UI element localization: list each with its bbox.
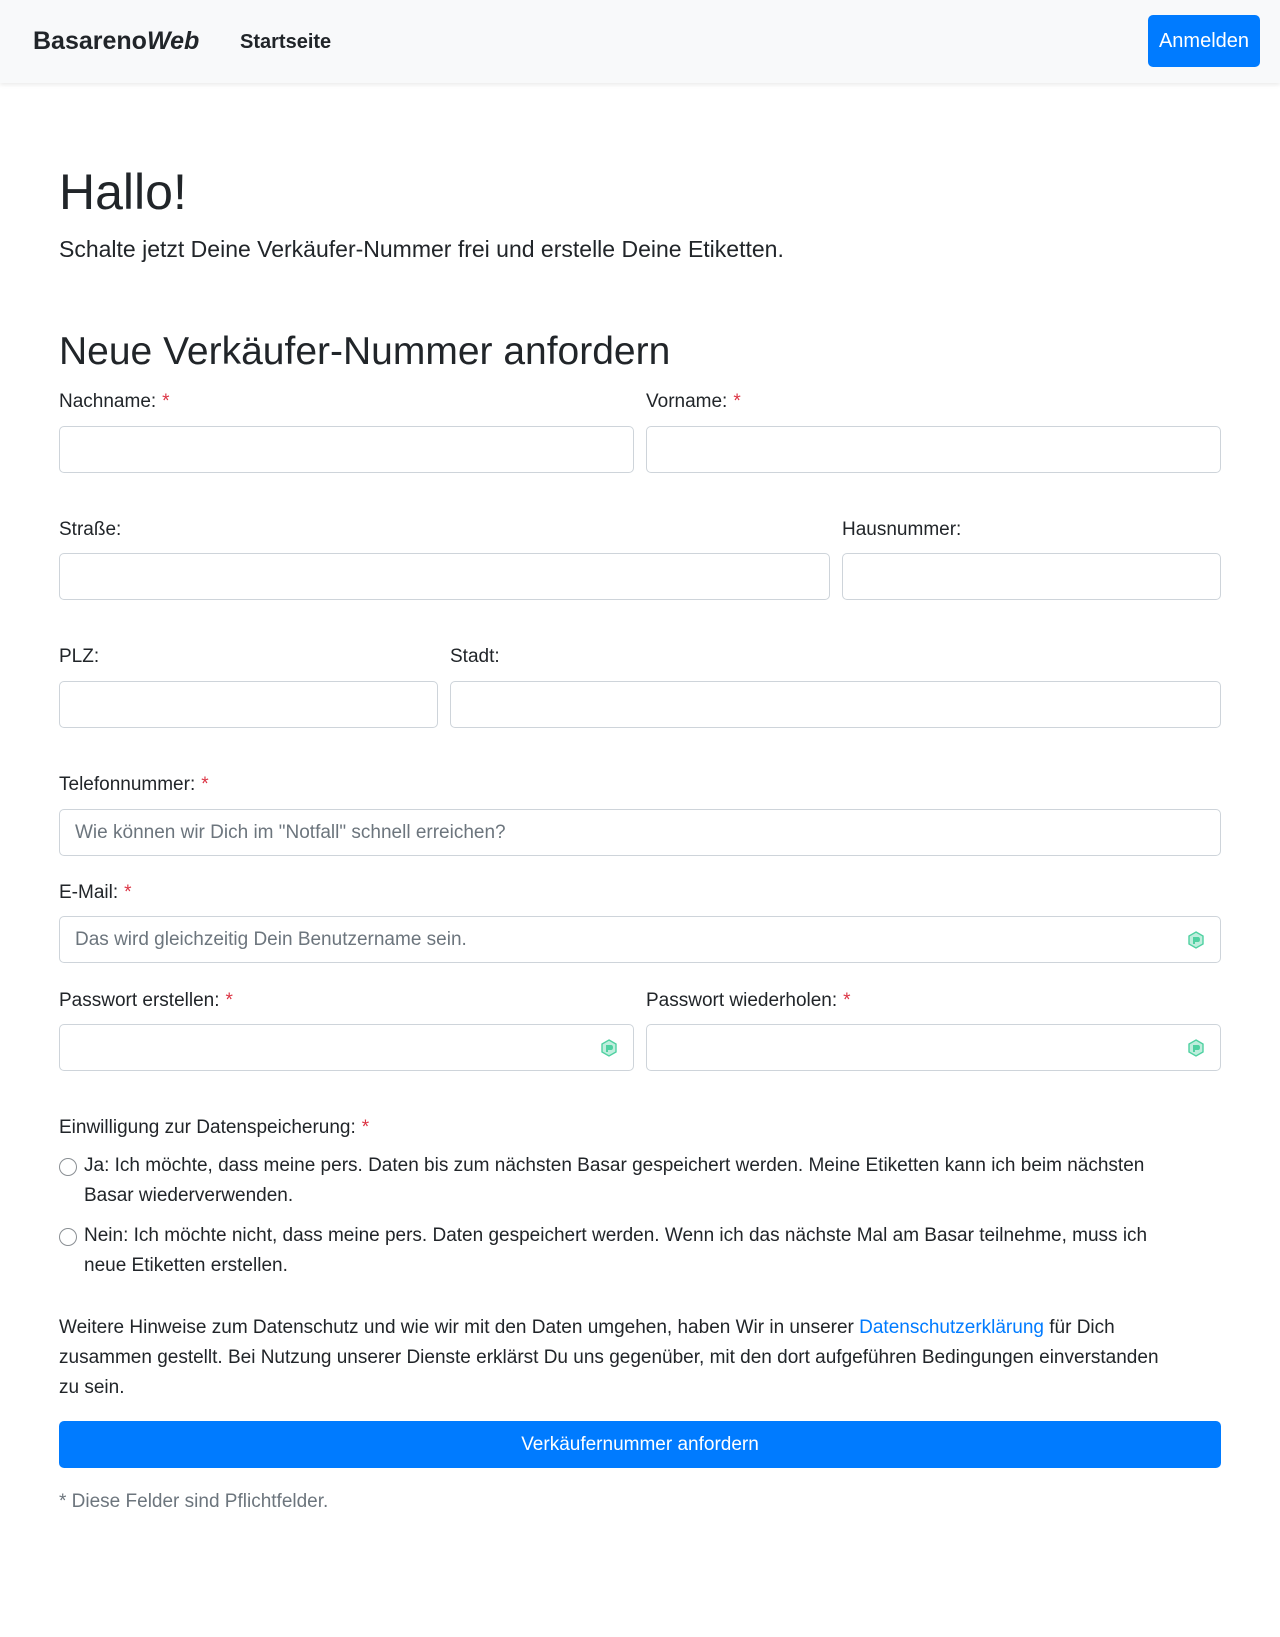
password-manager-icon[interactable] [600,1039,618,1057]
privacy-text-before: Weitere Hinweise zum Datenschutz und wie wir mit den Daten umgehen, haben Wir in unserer [59,1317,860,1338]
lastname-label [59,391,170,413]
city-input[interactable] [450,681,1221,728]
zip-input[interactable] [59,681,438,728]
brand-logo[interactable] [33,27,199,56]
email-label [59,882,132,904]
password-input[interactable] [59,1024,634,1071]
lastname-input[interactable] [59,426,634,473]
password-manager-icon[interactable] [1187,931,1205,949]
required-marker: * [843,990,851,1011]
privacy-notice [59,1313,1219,1403]
password-repeat-input[interactable] [646,1024,1221,1071]
consent-no-label[interactable] [84,1221,1147,1281]
brand-accent: Web [146,27,200,55]
privacy-line3: zu sein. [59,1377,125,1398]
brand-main: Basareno [33,27,147,55]
form-title: Neue Verkäufer-Nummer anfordern [59,330,671,373]
lastname-label-text: Nachname: [59,391,157,412]
consent-yes-line2: Basar wiederverwenden. [84,1185,294,1206]
zip-label: PLZ: [59,646,100,667]
password-manager-icon[interactable] [1187,1039,1205,1057]
required-marker: * [162,391,170,412]
page-title: Hallo! [59,164,187,220]
city-label: Stadt: [450,646,500,667]
password-label-text: Passwort erstellen: [59,990,220,1011]
phone-label [59,774,209,796]
login-button[interactable]: Anmelden [1148,15,1260,67]
privacy-policy-link[interactable]: Datenschutzerklärung [859,1317,1044,1338]
required-marker: * [201,774,209,795]
consent-yes-line1: Ja: Ich möchte, dass meine pers. Daten bis zum nächsten Basar gespeichert werden. Meine Etiketten kann ich beim nächsten [84,1155,1145,1176]
privacy-line1 [59,1313,1219,1343]
phone-label-text: Telefonnummer: [59,774,196,795]
housenumber-label: Hausnummer: [842,519,962,540]
consent-label [59,1117,369,1139]
email-input[interactable] [59,916,1221,963]
required-footnote: * Diese Felder sind Pflichtfelder. [59,1491,329,1512]
street-input[interactable] [59,553,830,600]
privacy-text-after: für Dich [1043,1317,1115,1338]
navbar [0,0,1280,83]
phone-input[interactable] [59,809,1221,856]
firstname-label [646,391,741,413]
consent-label-text: Einwilligung zur Datenspeicherung: [59,1117,356,1138]
consent-yes-radio[interactable] [59,1158,77,1176]
consent-yes-label[interactable] [84,1151,1144,1211]
consent-no-line1: Nein: Ich möchte nicht, dass meine pers. Daten gespeichert werden. Wenn ich das nächste Mal am Basar teilnehme, muss ich [84,1225,1148,1246]
nav-link-startseite[interactable]: Startseite [240,31,332,53]
privacy-line2: zusammen gestellt. Bei Nutzung unserer Dienste erklärst Du uns gegenüber, mit den dort aufgeführen Bedingungen einverstanden [59,1347,1159,1368]
consent-no-line2: neue Etiketten erstellen. [84,1255,288,1276]
required-marker: * [733,391,741,412]
required-marker: * [124,882,132,903]
consent-no-radio[interactable] [59,1228,77,1246]
page-lead: Schalte jetzt Deine Verkäufer-Nummer frei und erstelle Deine Etiketten. [59,236,784,262]
submit-button[interactable]: Verkäufernummer anfordern [59,1421,1221,1468]
housenumber-input[interactable] [842,553,1221,600]
password-repeat-label [646,990,851,1012]
firstname-input[interactable] [646,426,1221,473]
password-label [59,990,233,1012]
street-label: Straße: [59,519,122,540]
required-marker: * [225,990,233,1011]
password-repeat-label-text: Passwort wiederholen: [646,990,838,1011]
firstname-label-text: Vorname: [646,391,728,412]
email-label-text: E-Mail: [59,882,119,903]
required-marker: * [361,1117,370,1138]
